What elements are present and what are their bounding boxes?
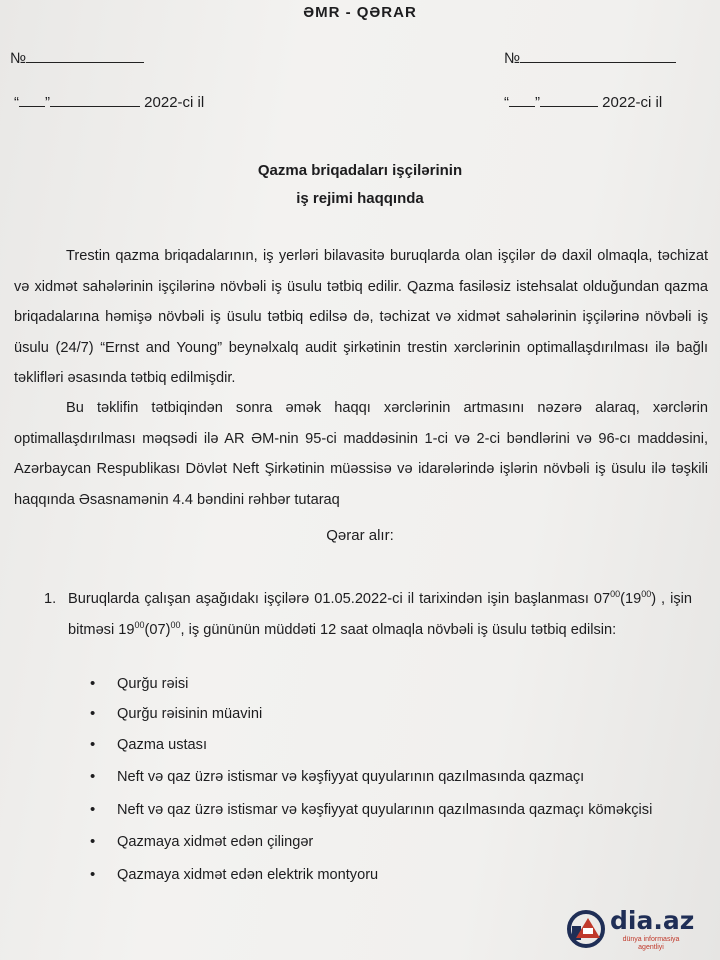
date-field-left [14, 94, 204, 111]
number-line [520, 50, 676, 63]
order-item-1 [44, 584, 692, 645]
subject-line-2: iş rejimi haqqında [296, 190, 424, 207]
body-paragraph-1 [14, 241, 708, 394]
dia-az-watermark [566, 906, 716, 956]
body-paragraph-2 [14, 393, 708, 515]
list-item: • Qazmaya xidmət edən elektrik montyoru [90, 860, 670, 890]
list-item: • Qazmaya xidmət edən çilingər [90, 827, 670, 857]
list-item: • Neft və qaz üzrə istismar və kəşfiyyat quyularının qazılmasında qazmaçı köməkçisi [90, 795, 670, 825]
item-text-part: (19 [620, 591, 642, 607]
item-text-part: (07) [144, 621, 171, 638]
date-quote-close: ” [535, 94, 540, 111]
position-list [90, 669, 670, 890]
date-quote-open: “ [504, 94, 509, 111]
superscript: 00 [134, 619, 145, 630]
logo-name: dia.az [610, 906, 695, 935]
logo-tagline: dünya informasiya agentliyi [622, 936, 680, 951]
item-number: 1. [44, 591, 57, 607]
item-text [68, 584, 692, 645]
number-label: № [504, 50, 521, 67]
body-text: Bu təklifin tətbiqindən sonra əmək haqqı xərclərinin artmasını nəzərə alaraq, xərclərin optimallaşdırılması məqsədi ilə AR ƏM-nin 95-ci maddəsinin 1-ci və 2-ci bəndlərini və 96-cı maddəsini, Azərbaycan Respublikası Dövlət Neft Şirkətinin müəssisə və idarələrində işlərin növbəli iş üsulu ilə təşkili haqqında Əsasnamənin 4.4 bəndini rəhbər tutaraq [14, 400, 708, 508]
date-quote-close: ” [45, 94, 50, 111]
list-item: • Neft və qaz üzrə istismar və kəşfiyyat quyularının qazılmasında qazmaçı [90, 762, 670, 792]
document-title: ƏMR - QƏRAR [303, 4, 417, 21]
superscript: 00 [610, 589, 621, 600]
list-item: • Qazma ustası [90, 730, 670, 760]
body-text: Trestin qazma briqadalarının, iş yerləri bilavasitə buruqlarda olan işçilər də daxil olmaqla, təchizat və xidmət sahələrinin işçilərinə növbəli iş üsulu tətbiq edilir. Qazma fasiləsiz istehsalat olduğundan qazma briqadalarına həmişə növbəli iş üsulu tətbiq edilsə də, təchizat və xidmət sahələrinin işçilərinə növbəli iş üsulu (24/7) “Ernst and Young” beynəlxalq audit şirkətinin trestin xərclərinin optimallaşdırılması ilə bağlı təklifləri əsasında tətbiq edilmişdir. [14, 248, 708, 386]
item-text-part: Buruqlarda çalışan aşağıdakı işçilərə 01.05.2022-ci il tarixindən işin başlanması 07 [68, 591, 611, 607]
year-label: 2022-ci il [144, 94, 205, 111]
number-line [26, 50, 144, 63]
number-field-right [504, 50, 676, 67]
date-field-right [504, 94, 662, 111]
number-field-left [10, 50, 144, 67]
date-quote-open: “ [14, 94, 19, 111]
item-text-part: ) , işin bitməsi 19 [68, 591, 692, 638]
decision-heading: Qərar alır: [326, 527, 394, 544]
month-line [540, 94, 598, 107]
superscript: 00 [170, 619, 181, 630]
item-text-part: , iş gününün müddəti 12 saat olmaqla növbəli iş üsulu tətbiq edilsin: [180, 621, 617, 638]
superscript: 00 [641, 589, 652, 600]
subject-line-1: Qazma briqadaları işçilərinin [257, 162, 463, 179]
dia-logo-icon [566, 908, 606, 950]
list-item: • Qurğu rəisi [90, 669, 670, 699]
list-item: • Qurğu rəisinin müavini [90, 699, 670, 729]
month-line [50, 94, 140, 107]
year-label: 2022-ci il [602, 94, 663, 111]
number-label: № [10, 50, 27, 67]
day-line [509, 94, 535, 107]
day-line [19, 94, 45, 107]
